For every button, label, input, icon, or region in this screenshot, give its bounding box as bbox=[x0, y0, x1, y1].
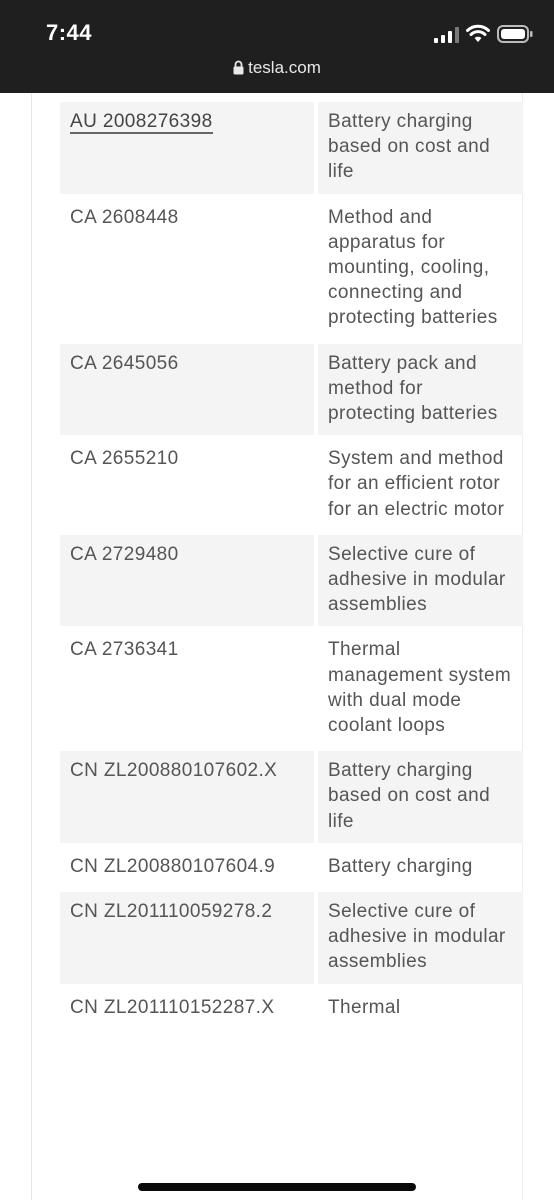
table-row bbox=[60, 535, 523, 627]
clock: 7:44 bbox=[46, 20, 93, 45]
table-row bbox=[60, 198, 523, 340]
patent-number-cell: CN ZL201110152287.X bbox=[70, 996, 275, 1018]
status-bar bbox=[0, 0, 554, 93]
wifi-icon bbox=[466, 24, 490, 44]
battery-icon bbox=[497, 24, 533, 44]
patent-number-link[interactable]: AU 2008276398 bbox=[70, 111, 213, 132]
patent-title-cell: Thermal management system with dual mode coolant loops bbox=[314, 630, 523, 747]
table-row bbox=[60, 892, 523, 984]
patent-title-cell: Selective cure of adhesive in modular assemblies bbox=[314, 535, 523, 627]
patent-title-cell: Battery charging based on cost and life bbox=[314, 751, 523, 843]
patent-number-cell: CA 2608448 bbox=[70, 206, 179, 228]
patent-number-cell: CN ZL200880107602.X bbox=[60, 751, 314, 843]
patent-title-cell: Thermal bbox=[314, 988, 523, 1029]
patent-number-cell: CN ZL201110059278.2 bbox=[60, 892, 314, 984]
address-bar[interactable] bbox=[0, 58, 554, 78]
table-row bbox=[60, 102, 523, 194]
patent-number-cell: CN ZL200880107604.9 bbox=[70, 855, 276, 877]
patent-title-cell: Battery pack and method for protecting batteries bbox=[314, 344, 523, 436]
patent-number-cell: CA 2729480 bbox=[60, 535, 314, 627]
table-row bbox=[60, 439, 523, 531]
patent-table bbox=[60, 98, 523, 1033]
patent-title-cell: Selective cure of adhesive in modular assemblies bbox=[314, 892, 523, 984]
patent-title-cell: Method and apparatus for mounting, cooling, connecting and protecting batteries bbox=[314, 198, 523, 340]
patent-number-cell: CA 2655210 bbox=[70, 448, 179, 470]
patent-number-cell: CA 2736341 bbox=[70, 639, 179, 661]
url-text: tesla.com bbox=[248, 58, 321, 77]
patent-title-cell: Battery charging based on cost and life bbox=[314, 102, 523, 194]
table-row bbox=[60, 847, 523, 888]
cellular-signal-icon bbox=[434, 27, 460, 43]
patent-title-cell: System and method for an efficient rotor for an electric motor bbox=[314, 439, 523, 531]
patent-title-cell: Battery charging bbox=[314, 847, 523, 888]
patent-number-cell: CA 2645056 bbox=[60, 344, 314, 436]
table-row bbox=[60, 630, 523, 747]
page-content[interactable] bbox=[0, 93, 554, 1200]
table-row bbox=[60, 988, 523, 1029]
home-indicator[interactable] bbox=[138, 1183, 416, 1191]
table-row bbox=[60, 751, 523, 843]
table-row bbox=[60, 344, 523, 436]
lock-icon bbox=[233, 60, 244, 75]
patent-number-cell bbox=[60, 102, 314, 194]
content-left-border bbox=[31, 93, 32, 1200]
